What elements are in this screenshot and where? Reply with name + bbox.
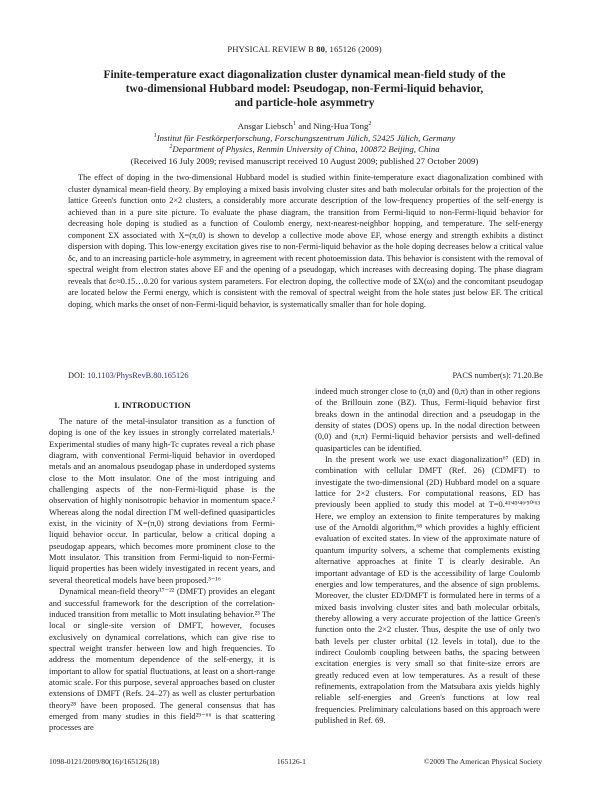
doi-label: DOI: <box>68 371 88 380</box>
section-heading: I. INTRODUCTION <box>114 400 191 410</box>
intro-paragraph-2: Dynamical mean-field theory¹⁷⁻²² (DMFT) provides an elegant and successful framework for the description of the correlation-induced transition from metallic to Mott insulating behavior.²³ The local or single-site version of DMFT, however, focuses exclusively on dynamical correlations, which can give rise to spectral weight transfer between low and high frequencies. To address the momentum dependence of the self-energy, it is important to allow for spatial fluctuations, at least on a short-range atomic scale. For this purpose, several approaches based on cluster extensions of DMFT (Refs. 24–27) as well as cluster perturbation theory²⁸ have been proposed. The general consensus that has emerged from many studies in this field²⁹⁻⁶⁶ is that scattering processes are <box>49 586 275 733</box>
author-1-affiliation-mark: 1 <box>293 121 297 128</box>
affiliation-1 <box>0 133 609 145</box>
doi <box>68 371 188 380</box>
affiliation-2 <box>0 144 609 156</box>
affiliation-1-text: Institut für Festkörperforschung, Forschungszentrum Jülich, 52425 Jülich, Germany <box>156 132 456 143</box>
page-footer <box>49 757 542 766</box>
footer-issn: 1098-0121/2009/80(16)/165126(18) <box>49 757 160 766</box>
citation: , 165126 (2009) <box>325 44 382 54</box>
paper-title <box>40 68 569 110</box>
pacs-label: PACS number(s): <box>452 371 514 380</box>
pacs <box>452 371 543 380</box>
author-2-affiliation-mark: 2 <box>368 121 372 128</box>
title-line-2: two-dimensional Hubbard model: Pseudogap, non-Fermi-liquid behavior, <box>125 83 484 95</box>
journal-header <box>0 44 609 54</box>
affiliation-1-mark: 1 <box>153 132 157 139</box>
affiliation-2-text: Department of Physics, Renmin University of China, 100872 Beijing, China <box>172 144 440 154</box>
intro-paragraph-1: The nature of the metal-insulator transition as a function of doping is one of the key issues in strongly correlated materials.¹ Experimental studies of many high-Tc cuprates reveal a rich phase diagram, with conventional Fermi-liquid behavior in overdoped metals and an anomalous pseudogap phase in underdoped systems close to the Mott insulator. One of the most intriguing and challenging aspects of the non-Fermi-liquid phase is the observation of highly nonisotropic behavior in momentum space.² Whereas along the nodal direction ΓM well-defined quasiparticles exist, in the vicinity of X=(π,0) strong deviations from Fermi-liquid behavior occur. In particular, below a critical doping a pseudogap appears, which becomes more prominent close to the Mott insulator. This transition from Fermi-liquid to non-Fermi-liquid properties has been widely investigated in recent years, and several theoretical models have been proposed.³⁻¹⁶ <box>49 416 275 585</box>
author-2: Ning-Hua Tong <box>313 121 369 131</box>
intro-paragraph-4: In the present work we use exact diagonalization⁶⁷ (ED) in combination with cellular DMFT (Ref. 26) (CDMFT) to investigate the two-dimensional (2D) Hubbard model on a square lattice for 2×2 clusters. For computational reasons, ED has previously been applied to study this model at T=0.⁴¹'⁴⁵'⁴⁶'⁵⁰'⁶³ Here, we employ an extension to finite temperatures by making use of the Arnoldi algorithm,⁶⁸ which provides a highly efficient evaluation of excited states. In view of the approximate nature of quantum impurity solvers, a scheme that complements existing alternative approaches at finite T is clearly desirable. An important advantage of ED is the accessibility of large Coulomb energies and low temperatures, and the absence of sign problems. Moreover, the cluster ED/DMFT is formulated here in terms of a mixed basis involving cluster sites and bath molecular orbitals, thereby allowing a very accurate projection of the lattice Green's function onto the 2×2 cluster. Thus, despite the use of only two bath levels per cluster orbital (12 levels in total), due to the indirect Coulomb coupling between baths, the spacing between excitation energies is very small so that finite-size errors are greatly reduced even at low temperatures. As a result of these refinements, extrapolation from the Matsubara axis yields highly reliable self-energies and Green's functions at low real frequencies. Preliminary calculations based on this approach were published in Ref. 69. <box>315 454 540 725</box>
received-dates: (Received 16 July 2009; revised manuscript received 10 August 2009; published 27 October 2009) <box>130 155 479 166</box>
doi-pacs-row <box>68 371 543 380</box>
footer-page-number: 165126-1 <box>276 757 306 766</box>
author-conjunction: and <box>296 121 314 131</box>
journal-name: PHYSICAL REVIEW B <box>227 44 317 54</box>
title-line-3: and particle-hole asymmetry <box>234 97 375 109</box>
doi-link[interactable]: 10.1103/PhysRevB.80.165126 <box>87 371 189 380</box>
affiliation-2-mark: 2 <box>169 144 173 151</box>
right-column <box>315 386 540 726</box>
volume-number: 80 <box>316 44 326 54</box>
title-line-1: Finite-temperature exact diagonalization cluster dynamical mean-field study of the <box>103 69 506 81</box>
left-column <box>49 416 275 734</box>
author-names <box>0 121 609 133</box>
pacs-value: 71.20.Be <box>513 371 543 380</box>
footer-copyright: ©2009 The American Physical Society <box>423 757 542 766</box>
author-block <box>0 121 609 167</box>
abstract: The effect of doping in the two-dimensional Hubbard model is studied within finite-temperature exact diagonalization combined with cluster dynamical mean-field theory. By employing a mixed basis involving cluster sites and bath molecular orbitals for the projection of the lattice Green's function onto 2×2 clusters, a considerably more accurate description of the low-frequency properties of the self-energy is achieved than in a pure site picture. To evaluate the phase diagram, the transition from Fermi-liquid to non-Fermi-liquid behavior for decreasing hole doping is studied as a function of Coulomb energy, next-nearest-neighbor hopping, and temperature. The self-energy component ΣX associated with X=(π,0) is shown to develop a collective mode above EF, whose energy and strength exhibits a distinct dispersion with doping. This low-energy excitation gives rise to non-Fermi-liquid behavior as the hole doping decreases below a critical value δc, and to an increasing particle-hole asymmetry, in agreement with recent photoemission data. This behavior is consistent with the removal of spectral weight from electron states above EF and the opening of a pseudogap, which increases with decreasing doping. The phase diagram reveals that δc≈0.15…0.20 for various system parameters. For electron doping, the collective mode of ΣX(ω) and the concomitant pseudogap are located below the Fermi energy, which is consistent with the removal of spectral weight from the hole states just below EF. The critical doping, which marks the onset of non-Fermi-liquid behavior, is systematically smaller than for hole doping. <box>68 173 543 310</box>
author-1: Ansgar Liebsch <box>237 121 294 131</box>
intro-paragraph-3: indeed much stronger close to (π,0) and (0,π) than in other regions of the Brillouin zone (BZ). Thus, Fermi-liquid behavior first breaks down in the antinodal direction and a pseudogap in the density of states (DOS) opens up. In the nodal direction between (0,0) and (π,π) Fermi-liquid behavior persists and well-defined quasiparticles can be identified. <box>315 386 540 453</box>
